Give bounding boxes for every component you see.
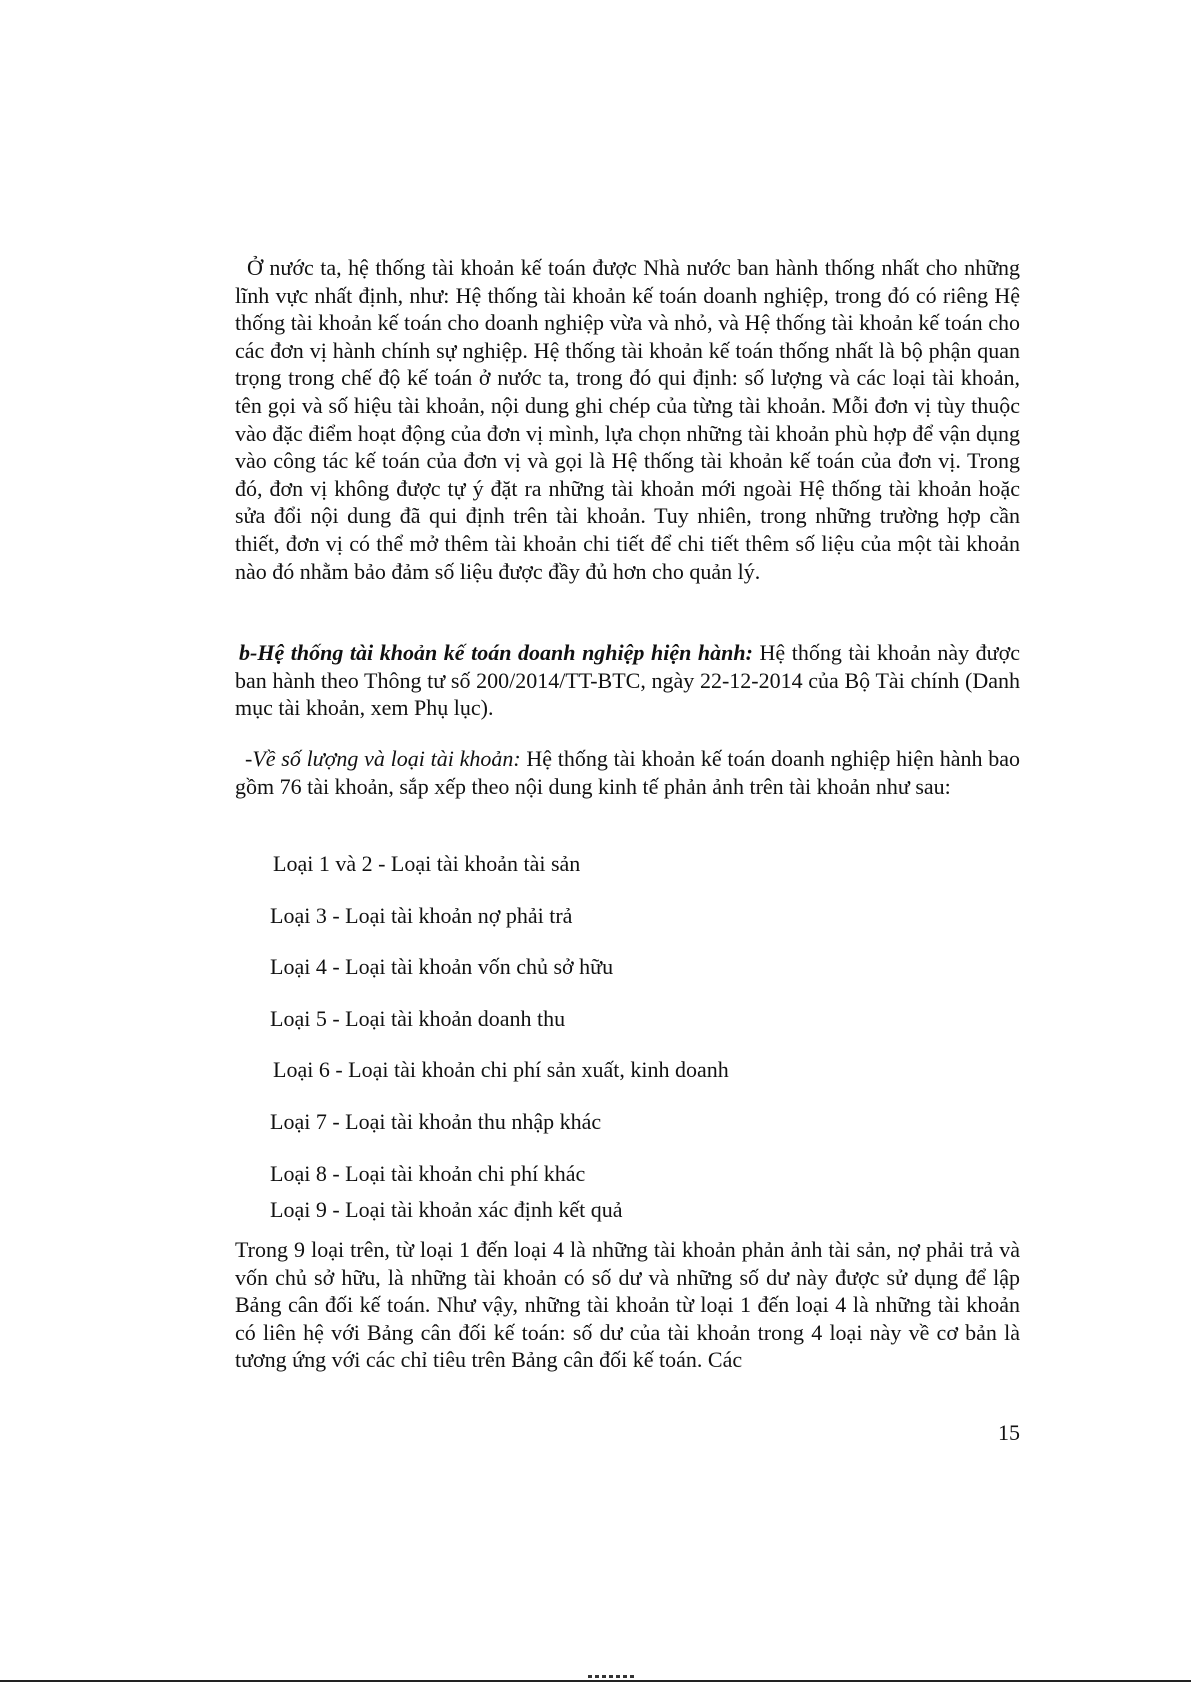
bottom-scan-mark [588, 1675, 634, 1678]
list-item: Loại 5 - Loại tài khoản doanh thu [270, 1006, 566, 1031]
list-item: Loại 6 - Loại tài khoản chi phí sản xuất, kinh doanh [273, 1057, 729, 1082]
list-item: Loại 9 - Loại tài khoản xác định kết quả [270, 1197, 623, 1222]
bottom-divider [0, 1680, 1191, 1682]
list-item: Loại 4 - Loại tài khoản vốn chủ sở hữu [270, 954, 614, 979]
list-item: Loại 7 - Loại tài khoản thu nhập khác [270, 1109, 602, 1134]
list-item: Loại 1 và 2 - Loại tài khoản tài sản [273, 851, 581, 876]
quantity-types-text: Hệ thống tài khoản kế toán doanh nghiệp hiện hành bao gồm 76 tài khoản, sắp xếp theo nội dung kinh tế phản ảnh trên tài khoản như sau: [235, 746, 1020, 799]
section-heading-b: b-Hệ thống tài khoản kế toán doanh nghiệp hiện hành: [239, 640, 753, 665]
list-item: Loại 8 - Loại tài khoản chi phí khác [270, 1161, 586, 1186]
paragraph-current-chart-of-accounts [235, 639, 1020, 722]
list-item: Loại 3 - Loại tài khoản nợ phải trả [270, 903, 573, 928]
paragraph-balance-sheet-accounts: Trong 9 loại trên, từ loại 1 đến loại 4 là những tài khoản phản ảnh tài sản, nợ phải trả và vốn chủ sở hữu, là những tài khoản có số dư và những số dư này được sử dụng để lập Bảng cân đối kế toán. Như vậy, những tài khoản từ loại 1 đến loại 4 là những tài khoản có liên hệ với Bảng cân đối kế toán: số dư của tài khoản trong 4 loại này về cơ bản là tương ứng với các chỉ tiêu trên Bảng cân đối kế toán. Các [235, 1237, 1020, 1373]
section-b-text: Hệ thống tài khoản này được ban hành theo Thông tư số 200/2014/TT-BTC, ngày 22-12-2014 của Bộ Tài chính (Danh mục tài khoản, xem Phụ lục). [235, 640, 1020, 721]
subheading-quantity-types: -Về số lượng và loại tài khoản: [245, 746, 521, 771]
paragraph-account-quantity [235, 745, 1020, 800]
page-number: 15 [998, 1420, 1020, 1445]
paragraph-chart-of-accounts-intro: Ở nước ta, hệ thống tài khoản kế toán được Nhà nước ban hành thống nhất cho những lĩnh vực nhất định, như: Hệ thống tài khoản kế toán doanh nghiệp, trong đó có riêng Hệ thống tài khoản kế toán cho doanh nghiệp vừa và nhỏ, và Hệ thống tài khoản kế toán cho các đơn vị hành chính sự nghiệp. Hệ thống tài khoản kế toán thống nhất là bộ phận quan trọng trong chế độ kế toán ở nước ta, trong đó qui định: số lượng và các loại tài khoản, tên gọi và số hiệu tài khoản, nội dung ghi chép của từng tài khoản. Mỗi đơn vị tùy thuộc vào đặc điểm hoạt động của đơn vị mình, lựa chọn những tài khoản phù hợp để vận dụng vào công tác kế toán của đơn vị và gọi là Hệ thống tài khoản kế toán của đơn vị. Trong đó, đơn vị không được tự ý đặt ra những tài khoản mới ngoài Hệ thống tài khoản hoặc sửa đổi nội dung đã qui định trên tài khoản. Tuy nhiên, trong những trường hợp cần thiết, đơn vị có thể mở thêm tài khoản chi tiết để chi tiết thêm số liệu của một tài khoản nào đó nhằm bảo đảm số liệu được đầy đủ hơn cho quản lý. [235, 255, 1020, 584]
